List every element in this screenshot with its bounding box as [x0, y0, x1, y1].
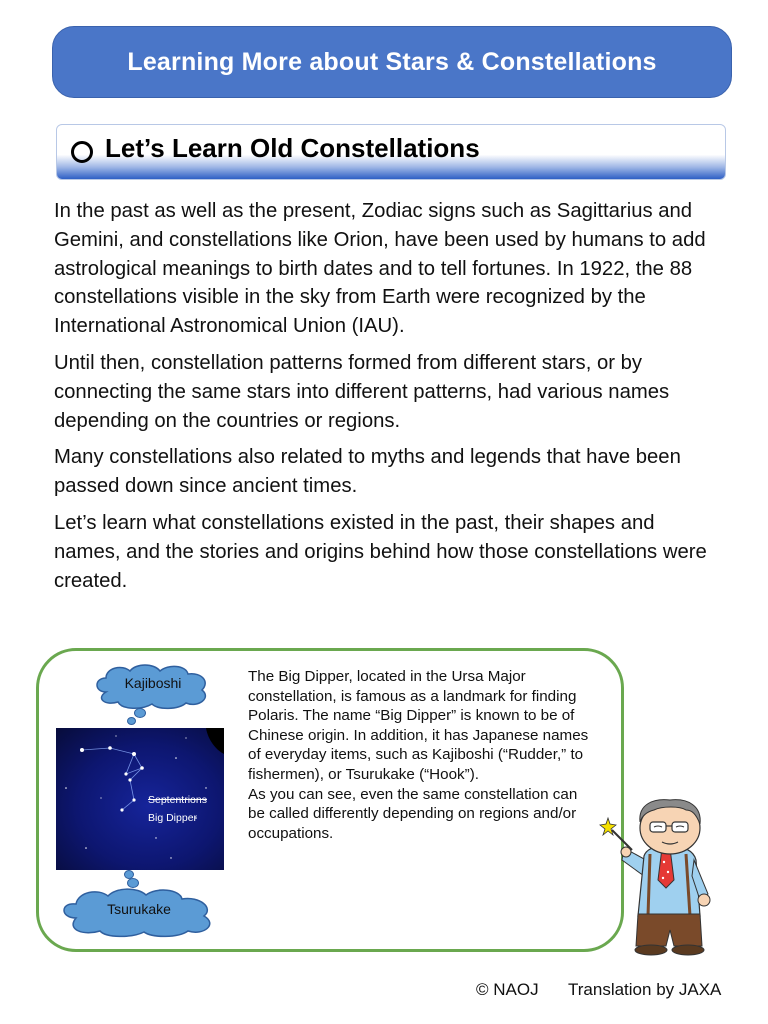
- intro-paragraph: Let’s learn what constellations existed in the past, their shapes and names, and the stories and origins behind how those constellations were created.: [54, 511, 707, 592]
- cloud-label-tsurukake: Tsurukake: [107, 901, 171, 917]
- copyright-credit: © NAOJ: [476, 980, 539, 999]
- section-heading-bar: [56, 124, 726, 180]
- intro-paragraph: Many constellations also related to myths and legends that have been passed down since ancient times.: [54, 446, 681, 498]
- professor-character-illustration: [596, 796, 736, 956]
- big-dipper-star-image: [56, 728, 224, 870]
- thought-bubble-dot: [134, 708, 146, 718]
- translation-credit: Translation by JAXA: [568, 980, 722, 999]
- page-title: Learning More about Stars & Constellations: [127, 47, 657, 76]
- image-label-big-dipper: Big Dipper: [148, 812, 198, 824]
- section-title: Let’s Learn Old Constellations: [105, 132, 480, 163]
- description-paragraph: The Big Dipper, located in the Ursa Major constellation, is famous as a landmark for finding Polaris. The name “Big Dipper” is known to be of Chinese origin. In addition, it has Japanese names of everyday items, such as Kajiboshi (“Rudder,” to fishermen), or Tsurukake (“Hook”).: [248, 668, 589, 783]
- thought-bubble-dot: [127, 717, 136, 725]
- circle-bullet-icon: [71, 141, 93, 163]
- intro-paragraph: In the past as well as the present, Zodiac signs such as Sagittarius and Gemini, and constellations like Orion, have been used by humans to add astrological meanings to birth dates and to tell fortunes. In 1922, the 88 constellations visible in the sky from Earth were recognized by the International Astronomical Union (IAU).: [54, 200, 706, 338]
- intro-paragraph: Until then, constellation patterns formed from different stars, or by connecting the same stars into different patterns, had various names depending on the countries or regions.: [54, 351, 670, 432]
- description-paragraph: As you can see, even the same constellation can be called differently depending on regions and/or occupations.: [248, 785, 578, 842]
- intro-text: [54, 197, 726, 603]
- image-label-septentrions: Septentrions: [148, 794, 207, 806]
- cloud-label-kajiboshi: Kajiboshi: [124, 675, 182, 691]
- header-banner: [52, 26, 732, 98]
- big-dipper-description: [248, 667, 598, 843]
